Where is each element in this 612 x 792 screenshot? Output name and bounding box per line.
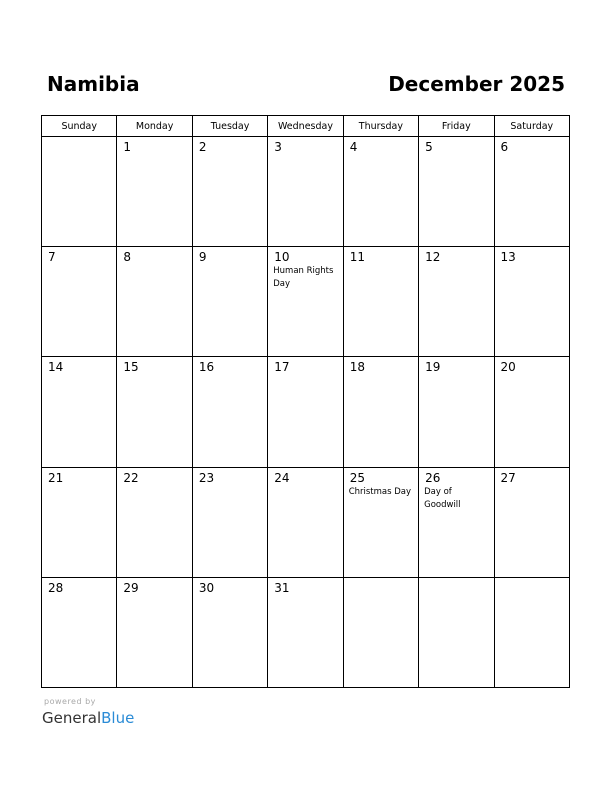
day-number: 4 — [349, 140, 358, 154]
day-cell — [343, 137, 418, 247]
day-cell — [268, 247, 343, 357]
day-cell — [343, 357, 418, 467]
day-number: 10 — [274, 250, 290, 265]
day-number: 16 — [198, 360, 215, 375]
weekday-wednesday: Wednesday — [268, 116, 343, 137]
day-number: 3 — [274, 140, 282, 154]
day-cell — [117, 467, 192, 577]
day-cell — [494, 467, 569, 577]
day-cell — [419, 467, 494, 577]
day-number: 20 — [500, 360, 516, 375]
day-cell — [117, 137, 192, 247]
day-cell — [343, 467, 418, 577]
day-number: 7 — [48, 250, 56, 265]
calendar-header — [41, 70, 571, 100]
day-cell — [42, 467, 117, 577]
day-cell — [192, 357, 267, 467]
day-number: 15 — [123, 360, 139, 375]
day-cell — [343, 247, 418, 357]
logo-text-general: General — [42, 709, 102, 727]
powered-by-text: powered by — [44, 697, 96, 706]
weekday-header-row — [42, 116, 570, 137]
weekday-sunday: Sunday — [42, 116, 117, 137]
day-cell — [268, 357, 343, 467]
week-row — [42, 467, 570, 577]
day-number: 12 — [425, 250, 441, 265]
day-number: 8 — [123, 250, 132, 265]
holiday-label: Christmas Day — [348, 486, 412, 497]
week-row — [42, 357, 570, 467]
day-cell — [117, 577, 192, 687]
day-cell — [419, 247, 494, 357]
day-number: 25 — [349, 470, 365, 485]
day-cell — [494, 137, 569, 247]
day-number: 30 — [198, 580, 215, 595]
month-year-title: December 2025 — [388, 72, 565, 96]
day-cell — [268, 467, 343, 577]
day-number: 11 — [349, 250, 365, 265]
day-number: 21 — [48, 470, 64, 485]
day-cell — [42, 357, 117, 467]
day-number: 19 — [425, 360, 441, 375]
day-cell — [42, 247, 117, 357]
day-cell — [268, 577, 343, 687]
weekday-tuesday: Tuesday — [192, 116, 267, 137]
day-number: 27 — [500, 470, 516, 485]
day-number: 18 — [349, 360, 365, 375]
day-number: 17 — [274, 360, 290, 375]
day-cell — [192, 577, 267, 687]
holiday-label: Human Rights Day — [273, 266, 334, 290]
day-number: 1 — [123, 140, 132, 154]
day-number: 13 — [500, 250, 516, 265]
day-number: 9 — [198, 250, 207, 265]
day-number: 26 — [425, 470, 441, 485]
generalblue-footer — [42, 697, 162, 731]
day-cell — [343, 577, 418, 687]
day-cell — [192, 137, 267, 247]
day-number: 29 — [123, 580, 139, 595]
day-number: 6 — [500, 140, 509, 154]
day-number: 5 — [425, 140, 433, 154]
day-number: 28 — [48, 580, 64, 595]
day-cell — [117, 247, 192, 357]
day-cell — [192, 247, 267, 357]
day-number: 23 — [198, 470, 215, 485]
day-number: 14 — [48, 360, 64, 375]
month-calendar-grid — [41, 115, 570, 688]
day-cell — [494, 577, 569, 687]
day-cell — [42, 577, 117, 687]
holiday-label: Day of Goodwill — [424, 486, 461, 510]
weekday-monday: Monday — [117, 116, 192, 137]
day-number: 24 — [274, 470, 290, 485]
week-row — [42, 137, 570, 247]
day-number: 22 — [123, 470, 139, 485]
day-number: 31 — [274, 580, 290, 595]
day-cell — [419, 577, 494, 687]
weekday-thursday: Thursday — [343, 116, 418, 137]
day-number: 2 — [198, 140, 207, 154]
week-row — [42, 247, 570, 357]
day-cell — [494, 357, 569, 467]
day-cell — [117, 357, 192, 467]
day-cell — [268, 137, 343, 247]
day-cell — [419, 137, 494, 247]
logo-text-blue: Blue — [101, 709, 135, 727]
country-title: Namibia — [47, 72, 140, 96]
day-cell — [192, 467, 267, 577]
weekday-saturday: Saturday — [494, 116, 569, 137]
week-row — [42, 577, 570, 687]
weekday-friday: Friday — [419, 116, 494, 137]
day-cell — [42, 137, 117, 247]
generalblue-logo — [42, 708, 134, 728]
day-cell — [419, 357, 494, 467]
day-cell — [494, 247, 569, 357]
